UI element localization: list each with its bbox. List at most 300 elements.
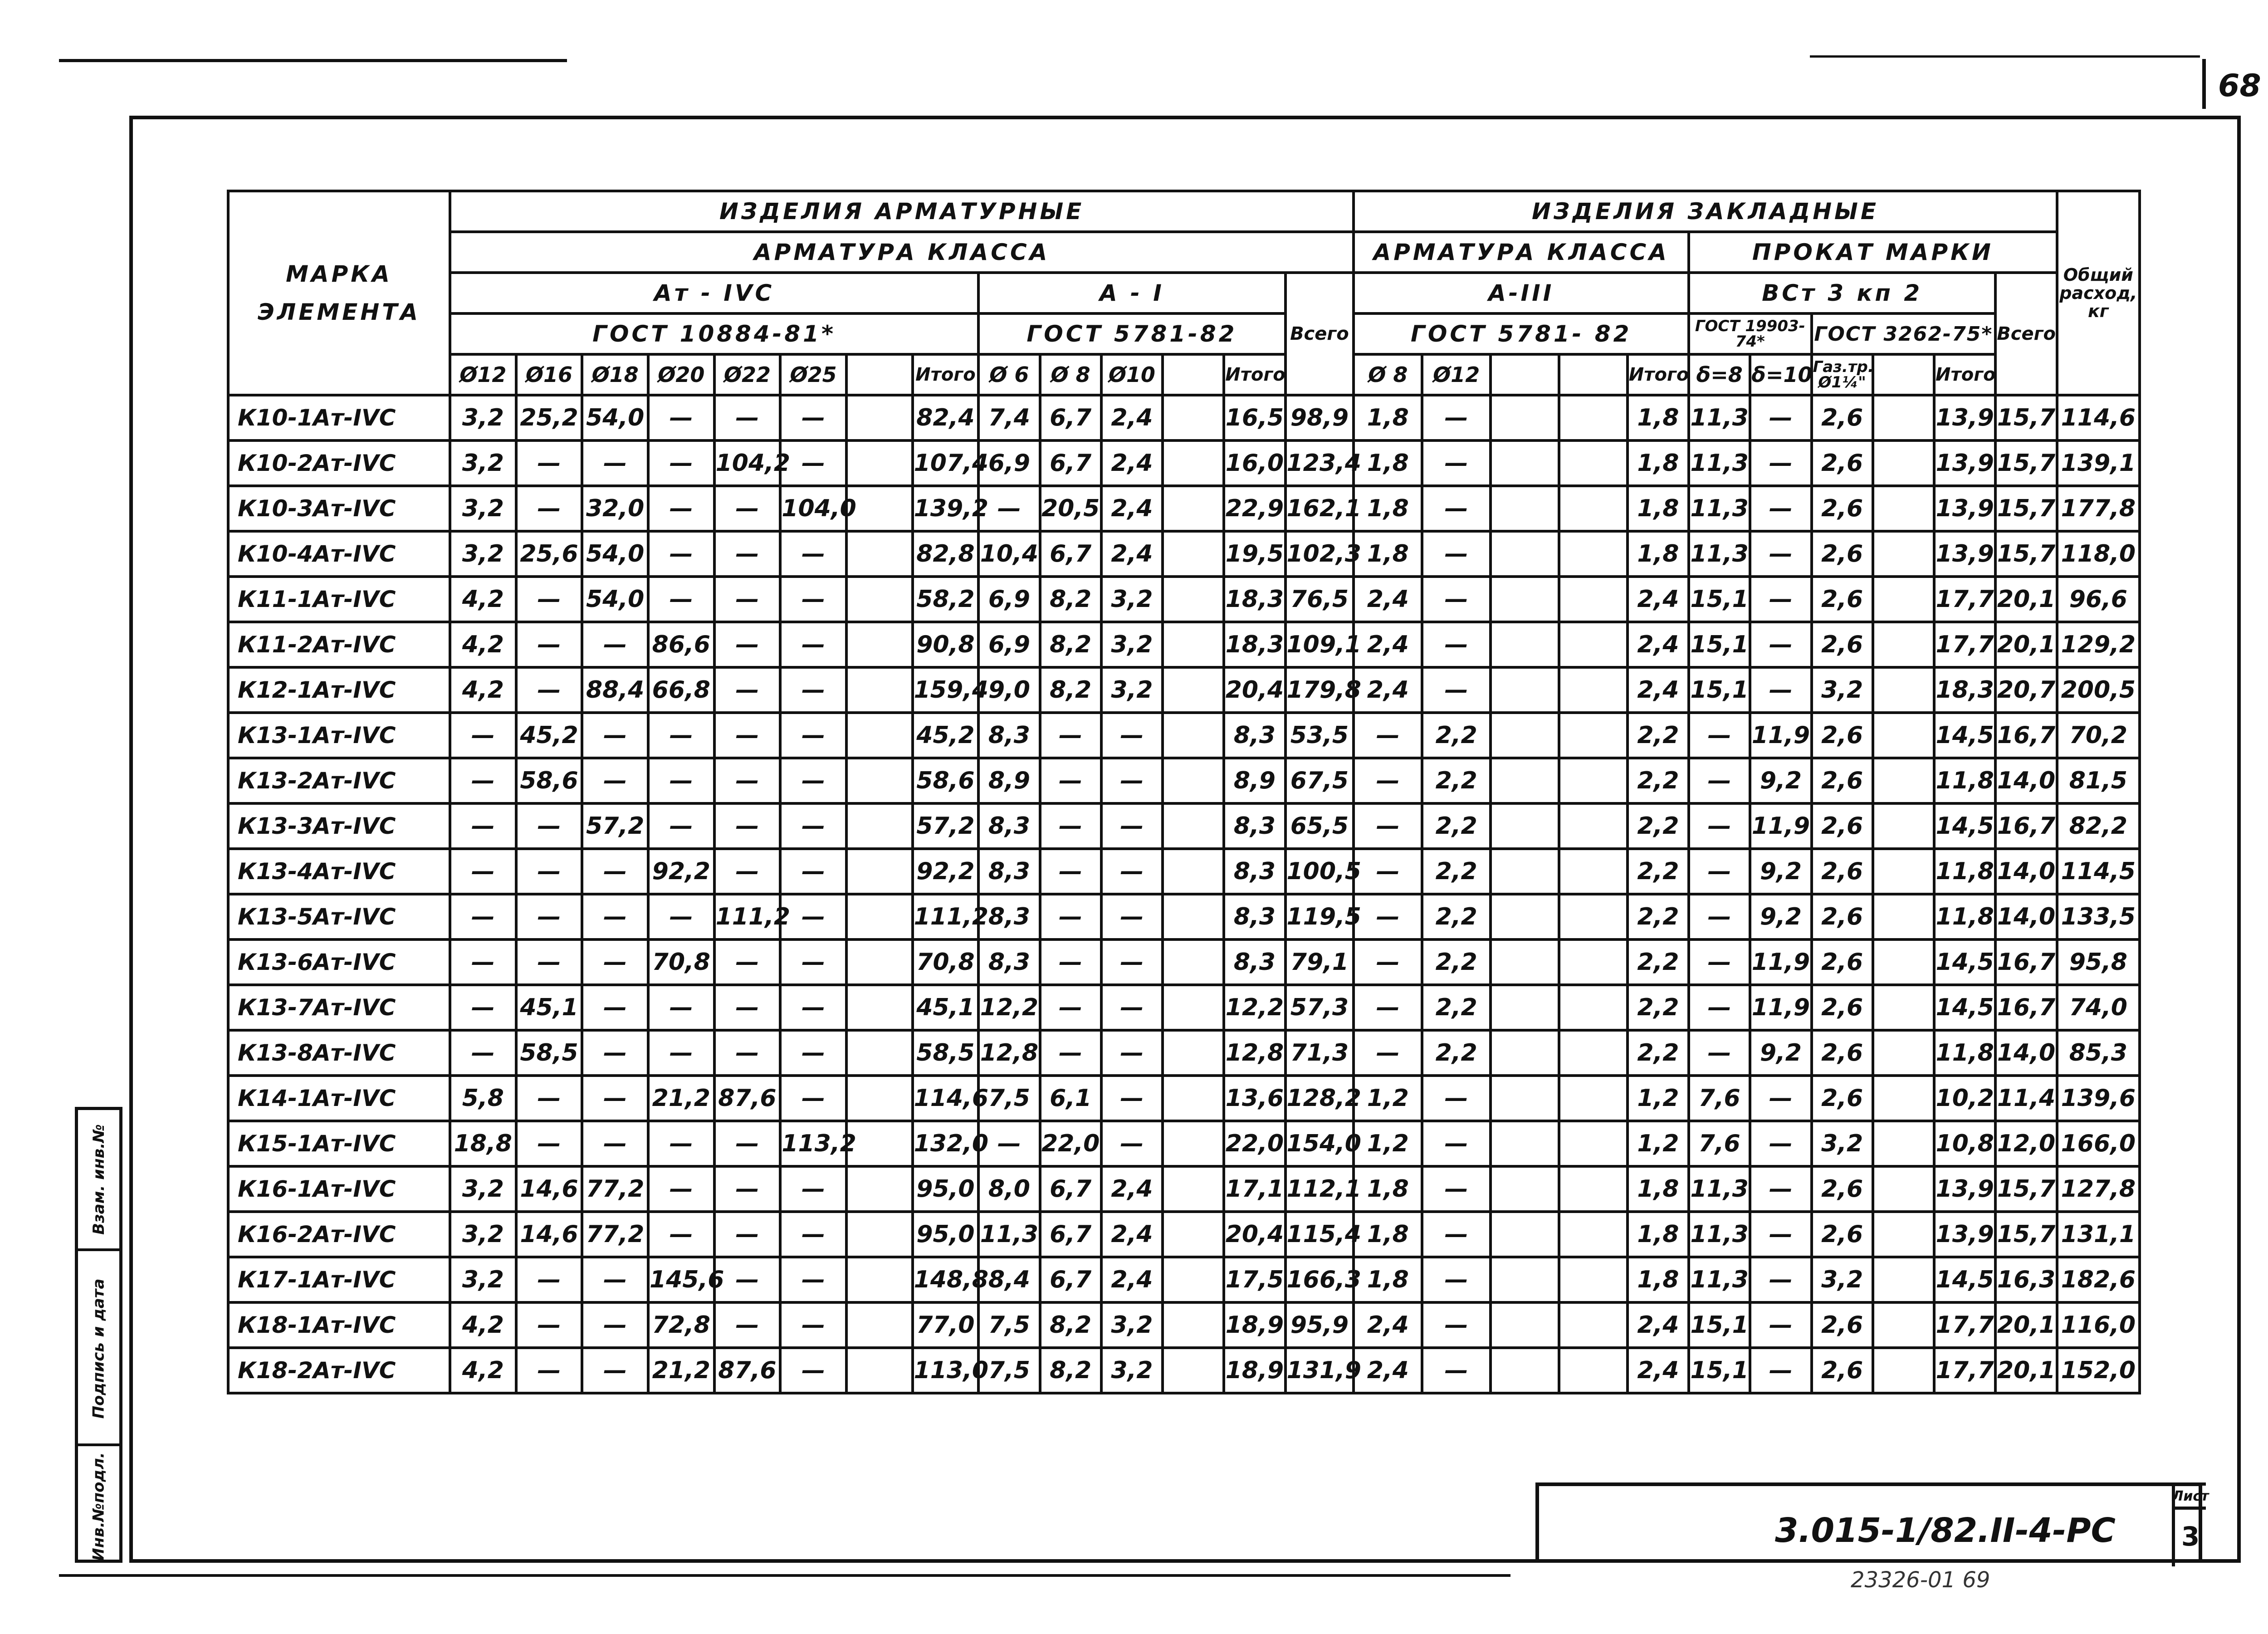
row-cell: —: [1422, 1076, 1491, 1121]
subheader-a1-3: [1163, 354, 1224, 395]
row-cell: 9,2: [1750, 1030, 1811, 1076]
spec-body: [228, 395, 2140, 1393]
row-cell: [1163, 1166, 1224, 1212]
row-cell: 15,7: [1995, 1212, 2057, 1257]
row-cell: 45,1: [913, 985, 979, 1030]
row-cell: —: [648, 803, 714, 849]
row-cell: [846, 1121, 913, 1166]
row-cell: 82,4: [913, 395, 979, 440]
row-cell: 22,0: [1040, 1121, 1101, 1166]
row-cell: 8,3: [1224, 894, 1285, 939]
row-cell: 132,0: [913, 1121, 979, 1166]
row-cell: —: [1750, 531, 1811, 577]
row-cell: —: [1750, 577, 1811, 622]
row-cell: 1,2: [1354, 1121, 1422, 1166]
row-cell: 6,7: [1040, 1212, 1101, 1257]
subheader-a3-3: [1559, 354, 1628, 395]
row-marka: К16-2Ат-IVС: [228, 1212, 450, 1257]
row-cell: —: [516, 939, 582, 985]
row-cell: [846, 758, 913, 803]
sidebar-podpis-data: Подпись и дата: [78, 1248, 119, 1446]
row-cell: 11,8: [1934, 894, 1995, 939]
row-cell: —: [1422, 622, 1491, 667]
sidebar-inv-podl: Инв.№подл.: [78, 1443, 119, 1566]
row-cell: [846, 577, 913, 622]
row-cell: [1559, 667, 1628, 713]
row-cell: 20,1: [1995, 577, 2057, 622]
row-cell: 139,6: [2057, 1076, 2140, 1121]
row-cell: —: [1750, 440, 1811, 486]
row-cell: 14,0: [1995, 758, 2057, 803]
row-cell: 2,2: [1628, 894, 1689, 939]
table-row: [228, 622, 2140, 667]
row-cell: [846, 395, 913, 440]
row-cell: —: [1750, 1121, 1811, 1166]
row-cell: [846, 531, 913, 577]
row-cell: 113,0: [913, 1348, 979, 1393]
row-cell: 115,4: [1286, 1212, 1354, 1257]
row-cell: [1559, 1302, 1628, 1348]
row-cell: —: [648, 1121, 714, 1166]
row-cell: 7,6: [1689, 1121, 1750, 1166]
table-row: [228, 440, 2140, 486]
armatura-klassa-header-1: АРМАТУРА КЛАССА: [450, 232, 1354, 273]
row-cell: 6,7: [1040, 1166, 1101, 1212]
row-cell: 8,2: [1040, 1348, 1101, 1393]
row-cell: 7,5: [978, 1302, 1040, 1348]
class-at4c-header: Ат - IVС: [450, 273, 978, 313]
table-row: [228, 894, 2140, 939]
row-cell: 17,7: [1934, 622, 1995, 667]
row-cell: —: [1101, 803, 1163, 849]
row-cell: 12,2: [1224, 985, 1285, 1030]
row-cell: —: [648, 1212, 714, 1257]
row-cell: 13,9: [1934, 395, 1995, 440]
row-cell: —: [1040, 1030, 1101, 1076]
row-cell: [1559, 1212, 1628, 1257]
row-cell: 109,1: [1286, 622, 1354, 667]
row-cell: 13,9: [1934, 1212, 1995, 1257]
row-cell: 11,3: [1689, 531, 1750, 577]
row-cell: [1491, 486, 1559, 531]
row-cell: 1,8: [1354, 1166, 1422, 1212]
row-cell: 6,9: [978, 440, 1040, 486]
row-cell: 3,2: [450, 486, 516, 531]
row-cell: 14,0: [1995, 849, 2057, 894]
table-row: [228, 758, 2140, 803]
row-cell: —: [648, 486, 714, 531]
row-cell: —: [1422, 1257, 1491, 1302]
row-cell: —: [1750, 395, 1811, 440]
row-cell: 11,3: [1689, 1166, 1750, 1212]
row-cell: —: [516, 667, 582, 713]
row-cell: 2,6: [1812, 1030, 1873, 1076]
row-cell: —: [516, 803, 582, 849]
subheader-prokat-4: Итого: [1934, 354, 1995, 395]
row-cell: 2,4: [1354, 1348, 1422, 1393]
sheet-value: 3: [2172, 1507, 2206, 1566]
row-cell: 8,3: [978, 894, 1040, 939]
row-cell: —: [978, 486, 1040, 531]
subheader-at4c-7: Итого: [913, 354, 979, 395]
row-marka: К11-2Ат-IVС: [228, 622, 450, 667]
row-cell: 2,6: [1812, 939, 1873, 985]
row-cell: 102,3: [1286, 531, 1354, 577]
row-cell: [846, 894, 913, 939]
table-row: [228, 985, 2140, 1030]
row-cell: —: [516, 440, 582, 486]
row-cell: 2,4: [1628, 1348, 1689, 1393]
row-cell: —: [582, 622, 648, 667]
row-marka: К13-2Ат-IVС: [228, 758, 450, 803]
row-cell: 129,2: [2057, 622, 2140, 667]
row-cell: 45,1: [516, 985, 582, 1030]
row-cell: —: [450, 758, 516, 803]
top-edge-line: [59, 59, 567, 62]
table-row: [228, 1166, 2140, 1212]
row-cell: —: [780, 939, 846, 985]
row-cell: 177,8: [2057, 486, 2140, 531]
row-cell: —: [1422, 1348, 1491, 1393]
row-cell: —: [780, 758, 846, 803]
row-cell: 16,7: [1995, 985, 2057, 1030]
row-cell: [1491, 1076, 1559, 1121]
row-cell: 3,2: [1812, 667, 1873, 713]
row-cell: —: [1689, 1030, 1750, 1076]
row-cell: [1559, 1348, 1628, 1393]
row-cell: 11,3: [1689, 440, 1750, 486]
row-cell: 11,9: [1750, 803, 1811, 849]
row-cell: 11,3: [978, 1212, 1040, 1257]
row-cell: —: [1422, 1121, 1491, 1166]
row-cell: —: [450, 713, 516, 758]
row-cell: —: [582, 939, 648, 985]
row-cell: 1,8: [1628, 1212, 1689, 1257]
row-cell: 9,2: [1750, 894, 1811, 939]
row-cell: 18,3: [1224, 577, 1285, 622]
table-row: [228, 939, 2140, 985]
row-cell: 15,7: [1995, 395, 2057, 440]
row-cell: 2,4: [1101, 1166, 1163, 1212]
obshchiy-raskhod-header: Общий расход, кг: [2057, 191, 2140, 395]
row-cell: 2,6: [1812, 1302, 1873, 1348]
row-cell: 2,6: [1812, 531, 1873, 577]
row-cell: 8,3: [1224, 939, 1285, 985]
grade-vst-header: ВСт 3 кп 2: [1689, 273, 1995, 313]
row-cell: —: [1750, 1076, 1811, 1121]
row-cell: [1163, 1257, 1224, 1302]
table-row: [228, 1348, 2140, 1393]
row-cell: —: [1689, 939, 1750, 985]
row-cell: —: [1040, 849, 1101, 894]
row-cell: [1491, 395, 1559, 440]
row-cell: —: [780, 395, 846, 440]
row-marka: К10-4Ат-IVС: [228, 531, 450, 577]
row-cell: [846, 1030, 913, 1076]
row-cell: 14,5: [1934, 985, 1995, 1030]
row-cell: 118,0: [2057, 531, 2140, 577]
row-cell: —: [1422, 667, 1491, 713]
row-cell: 3,2: [450, 440, 516, 486]
row-cell: [1873, 486, 1934, 531]
row-cell: 15,1: [1689, 577, 1750, 622]
row-cell: —: [450, 1030, 516, 1076]
row-cell: 4,2: [450, 1348, 516, 1393]
row-cell: 159,4: [913, 667, 979, 713]
row-cell: —: [648, 531, 714, 577]
row-cell: —: [1040, 939, 1101, 985]
subheader-prokat-2: Газ.тр. Ø1¼": [1812, 354, 1873, 395]
row-cell: 18,8: [450, 1121, 516, 1166]
row-cell: [1873, 713, 1934, 758]
row-cell: 16,7: [1995, 803, 2057, 849]
row-cell: [1873, 1212, 1934, 1257]
row-cell: 77,2: [582, 1212, 648, 1257]
row-cell: —: [516, 1076, 582, 1121]
row-cell: 54,0: [582, 531, 648, 577]
row-cell: —: [1040, 713, 1101, 758]
row-cell: [846, 985, 913, 1030]
row-cell: 179,8: [1286, 667, 1354, 713]
row-cell: —: [1354, 758, 1422, 803]
row-cell: —: [582, 1076, 648, 1121]
row-cell: [1873, 849, 1934, 894]
row-cell: —: [1101, 849, 1163, 894]
row-cell: —: [648, 577, 714, 622]
row-cell: [1559, 622, 1628, 667]
row-cell: 166,3: [1286, 1257, 1354, 1302]
table-row: [228, 1257, 2140, 1302]
row-cell: 8,9: [978, 758, 1040, 803]
row-cell: 131,9: [1286, 1348, 1354, 1393]
row-cell: 119,5: [1286, 894, 1354, 939]
row-cell: 6,7: [1040, 440, 1101, 486]
row-cell: [1559, 803, 1628, 849]
row-cell: 2,6: [1812, 486, 1873, 531]
subheader-a3-4: Итого: [1628, 354, 1689, 395]
row-cell: 8,9: [1224, 758, 1285, 803]
row-cell: 182,6: [2057, 1257, 2140, 1302]
row-cell: 3,2: [450, 395, 516, 440]
row-cell: 14,6: [516, 1166, 582, 1212]
row-cell: —: [1101, 1121, 1163, 1166]
row-cell: [1163, 803, 1224, 849]
row-cell: [1559, 939, 1628, 985]
row-cell: 72,8: [648, 1302, 714, 1348]
row-cell: 2,6: [1812, 1212, 1873, 1257]
row-cell: 7,5: [978, 1076, 1040, 1121]
row-cell: 13,9: [1934, 531, 1995, 577]
row-cell: 20,7: [1995, 667, 2057, 713]
row-cell: 21,2: [648, 1076, 714, 1121]
row-cell: —: [780, 849, 846, 894]
row-cell: 95,0: [913, 1166, 979, 1212]
marka-header: МАРКА ЭЛЕМЕНТА: [228, 191, 450, 395]
row-cell: 131,1: [2057, 1212, 2140, 1257]
row-cell: —: [582, 985, 648, 1030]
row-cell: 1,2: [1354, 1076, 1422, 1121]
row-cell: 2,6: [1812, 758, 1873, 803]
row-cell: 1,8: [1354, 1257, 1422, 1302]
row-cell: 2,2: [1422, 803, 1491, 849]
row-cell: [1559, 1166, 1628, 1212]
row-cell: [846, 486, 913, 531]
subheader-at4c-6: [846, 354, 913, 395]
row-cell: 4,2: [450, 622, 516, 667]
row-cell: [1491, 803, 1559, 849]
row-cell: [1491, 1212, 1559, 1257]
row-cell: [1559, 440, 1628, 486]
row-cell: [1491, 713, 1559, 758]
row-cell: 11,8: [1934, 1030, 1995, 1076]
row-cell: 114,6: [913, 1076, 979, 1121]
row-cell: 2,6: [1812, 1076, 1873, 1121]
row-cell: [1873, 440, 1934, 486]
row-cell: [1163, 758, 1224, 803]
row-cell: 58,6: [913, 758, 979, 803]
row-cell: [1491, 758, 1559, 803]
row-cell: —: [1750, 1212, 1811, 1257]
row-cell: 18,9: [1224, 1348, 1285, 1393]
row-cell: —: [714, 1121, 781, 1166]
row-cell: —: [516, 577, 582, 622]
row-cell: 58,5: [913, 1030, 979, 1076]
class-a1-header: А - I: [978, 273, 1285, 313]
row-cell: 15,7: [1995, 486, 2057, 531]
row-cell: —: [1040, 985, 1101, 1030]
table-row: [228, 1076, 2140, 1121]
row-marka: К13-8Ат-IVС: [228, 1030, 450, 1076]
row-cell: 1,2: [1628, 1121, 1689, 1166]
row-cell: 54,0: [582, 395, 648, 440]
row-cell: [1163, 1302, 1224, 1348]
row-cell: —: [648, 985, 714, 1030]
row-cell: 1,8: [1354, 531, 1422, 577]
row-cell: —: [714, 758, 781, 803]
row-cell: 20,4: [1224, 667, 1285, 713]
row-cell: 58,5: [516, 1030, 582, 1076]
row-cell: —: [714, 531, 781, 577]
row-cell: 10,4: [978, 531, 1040, 577]
row-cell: [1559, 849, 1628, 894]
row-cell: 3,2: [450, 1166, 516, 1212]
row-cell: [1873, 1257, 1934, 1302]
gost-3262-header: ГОСТ 3262-75*: [1812, 313, 1996, 354]
row-cell: —: [1040, 894, 1101, 939]
row-cell: 15,7: [1995, 1166, 2057, 1212]
row-cell: 16,7: [1995, 939, 2057, 985]
subheader-prokat-3: [1873, 354, 1934, 395]
row-cell: 53,5: [1286, 713, 1354, 758]
row-cell: 70,8: [648, 939, 714, 985]
row-cell: 85,3: [2057, 1030, 2140, 1076]
row-cell: [1163, 1212, 1224, 1257]
row-cell: [1873, 395, 1934, 440]
row-cell: 2,2: [1628, 985, 1689, 1030]
subheader-at4c-1: Ø16: [516, 354, 582, 395]
row-cell: —: [714, 622, 781, 667]
row-cell: [1163, 440, 1224, 486]
prokat-marki-header: ПРОКАТ МАРКИ: [1689, 232, 2057, 273]
row-cell: —: [714, 1257, 781, 1302]
row-cell: [1163, 622, 1224, 667]
row-cell: —: [516, 894, 582, 939]
row-cell: —: [780, 1348, 846, 1393]
row-cell: [1559, 1257, 1628, 1302]
row-cell: 2,4: [1354, 577, 1422, 622]
row-marka: К13-6Ат-IVС: [228, 939, 450, 985]
row-cell: —: [780, 1302, 846, 1348]
row-cell: 8,0: [978, 1166, 1040, 1212]
row-cell: —: [648, 1166, 714, 1212]
row-cell: [1491, 440, 1559, 486]
gost-10884-header: ГОСТ 10884-81*: [450, 313, 978, 354]
row-cell: [1873, 1076, 1934, 1121]
row-cell: 79,1: [1286, 939, 1354, 985]
row-cell: —: [516, 486, 582, 531]
row-cell: 16,3: [1995, 1257, 2057, 1302]
row-cell: —: [1101, 939, 1163, 985]
row-cell: [1873, 1348, 1934, 1393]
row-cell: 2,6: [1812, 713, 1873, 758]
row-cell: 2,6: [1812, 894, 1873, 939]
row-cell: 15,1: [1689, 1348, 1750, 1393]
row-cell: —: [648, 894, 714, 939]
row-cell: 1,8: [1628, 395, 1689, 440]
row-cell: 3,2: [450, 531, 516, 577]
row-cell: 2,6: [1812, 985, 1873, 1030]
row-cell: —: [582, 713, 648, 758]
table-row: [228, 1212, 2140, 1257]
izd-zakladnye-header: ИЗДЕЛИЯ ЗАКЛАДНЫЕ: [1354, 191, 2057, 232]
row-cell: 8,3: [978, 939, 1040, 985]
row-cell: —: [714, 1030, 781, 1076]
table-row: [228, 577, 2140, 622]
row-cell: 57,3: [1286, 985, 1354, 1030]
row-cell: 70,2: [2057, 713, 2140, 758]
row-cell: 9,0: [978, 667, 1040, 713]
row-cell: 70,8: [913, 939, 979, 985]
row-cell: —: [516, 1302, 582, 1348]
row-cell: 1,8: [1354, 486, 1422, 531]
row-cell: [1163, 667, 1224, 713]
row-cell: [1491, 1257, 1559, 1302]
row-cell: [1873, 1030, 1934, 1076]
row-cell: 100,5: [1286, 849, 1354, 894]
row-cell: 8,2: [1040, 1302, 1101, 1348]
row-cell: 114,6: [2057, 395, 2140, 440]
row-cell: 2,4: [1101, 395, 1163, 440]
row-cell: 128,2: [1286, 1076, 1354, 1121]
row-cell: 20,1: [1995, 1348, 2057, 1393]
row-cell: [1559, 486, 1628, 531]
row-cell: —: [1422, 577, 1491, 622]
row-cell: 3,2: [1812, 1257, 1873, 1302]
row-cell: —: [780, 1212, 846, 1257]
row-cell: 92,2: [648, 849, 714, 894]
row-cell: —: [1422, 395, 1491, 440]
armatura-klassa-header-2: АРМАТУРА КЛАССА: [1354, 232, 1689, 273]
row-cell: [1163, 939, 1224, 985]
izd-armaturnye-header: ИЗДЕЛИЯ АРМАТУРНЫЕ: [450, 191, 1354, 232]
row-cell: 116,0: [2057, 1302, 2140, 1348]
spec-table: [227, 190, 2141, 1394]
row-cell: 16,5: [1224, 395, 1285, 440]
row-marka: К15-1Ат-IVС: [228, 1121, 450, 1166]
row-cell: —: [582, 894, 648, 939]
row-cell: 2,4: [1628, 667, 1689, 713]
row-cell: 86,6: [648, 622, 714, 667]
